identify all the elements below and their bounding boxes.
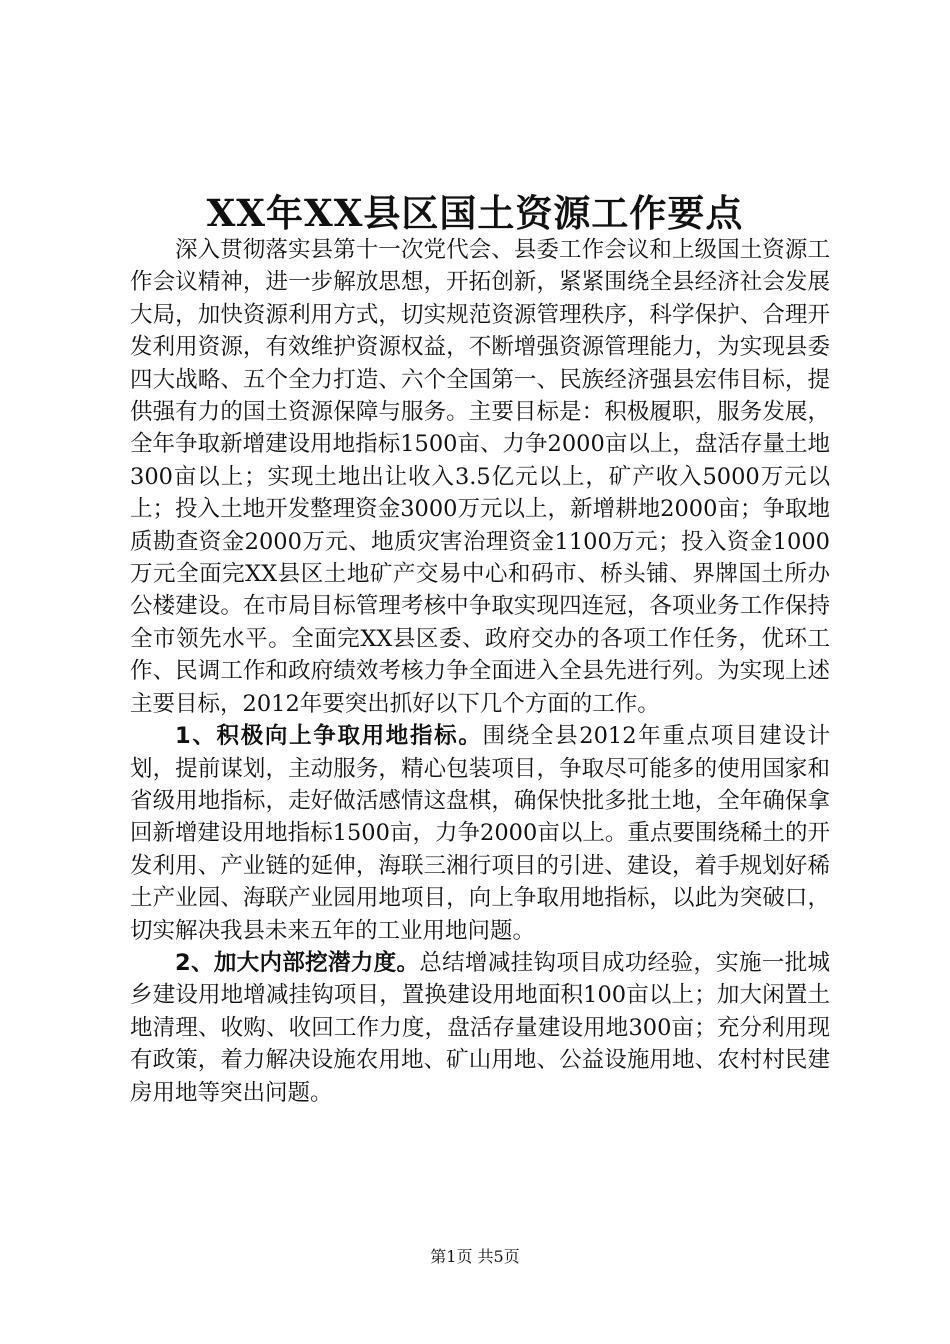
intro-paragraph: 深入贯彻落实县第十一次党代会、县委工作会议和上级国土资源工作会议精神，进一步解放思想，开拓创新，紧紧围绕全县经济社会发展大局，加快资源利用方式，切实规范资源管理秩序，科学保护、合理开发利用资源，有效维护资源权益，不断增强资源管理能力，为实现县委四大战略、五个全力打造、六个全国第一、民族经济强县宏伟目标，提供强有力的国土资源保障与服务。主要目标是：积极履职，服务发展，全年争取新增建设用地指标1500亩、力争2000亩以上，盘活存量土地300亩以上；实现土地出让收入3.5亿元以上，矿产收入5000万元以上；投入土地开发整理资金3000万元以上，新增耕地2000亩；争取地质勘查资金2000万元、地质灾害治理资金1100万元；投入资金1000万元全面完XX县区土地矿产交易中心和码市、桥头铺、界牌国土所办公楼建设。在市局目标管理考核中争取实现四连冠，各项业务工作保持全市领先水平。全面完XX县区委、政府交办的各项工作任务，优环工作、民调工作和政府绩效考核力争全面进入全县先进行列。为实现上述主要目标，2012年要突出抓好以下几个方面的工作。 [130,237,830,717]
section-heading: 2、加大内部挖潜力度。 [175,949,420,976]
document-body [130,234,830,1109]
section-heading: 1、积极向上争取用地指标。 [175,723,483,750]
document-title: XX年XX县区国土资源工作要点 [206,191,744,235]
section-text: 围绕全县2012年重点项目建设计划，提前谋划，主动服务，精心包装项目，争取尽可能多的使用国家和省级用地指标，走好做活感情这盘棋，确保快批多批土地，全年确保拿回新增建设用地指标1500亩，力争2000亩以上。重点要围绕稀土的开发利用、产业链的延伸，海联三湘行项目的引进、建设，着手规划好稀土产业园、海联产业园用地项目，向上争取用地指标，以此为突破口，切实解决我县未来五年的工业用地问题。 [130,723,831,944]
section-text: 总结增减挂钩项目成功经验，实施一批城乡建设用地增减挂钩项目，置换建设用地面积100亩以上；加大闲置土地清理、收购、收回工作力度，盘活存量建设用地300亩；充分利用现有政策，着力解决设施农用地、矿山用地、公益设施用地、农村村民建房用地等突出问题。 [130,949,830,1106]
page-footer: 第1页 共5页 [430,1247,520,1266]
section-paragraph-1 [130,720,830,947]
section-paragraph-2 [130,947,830,1109]
